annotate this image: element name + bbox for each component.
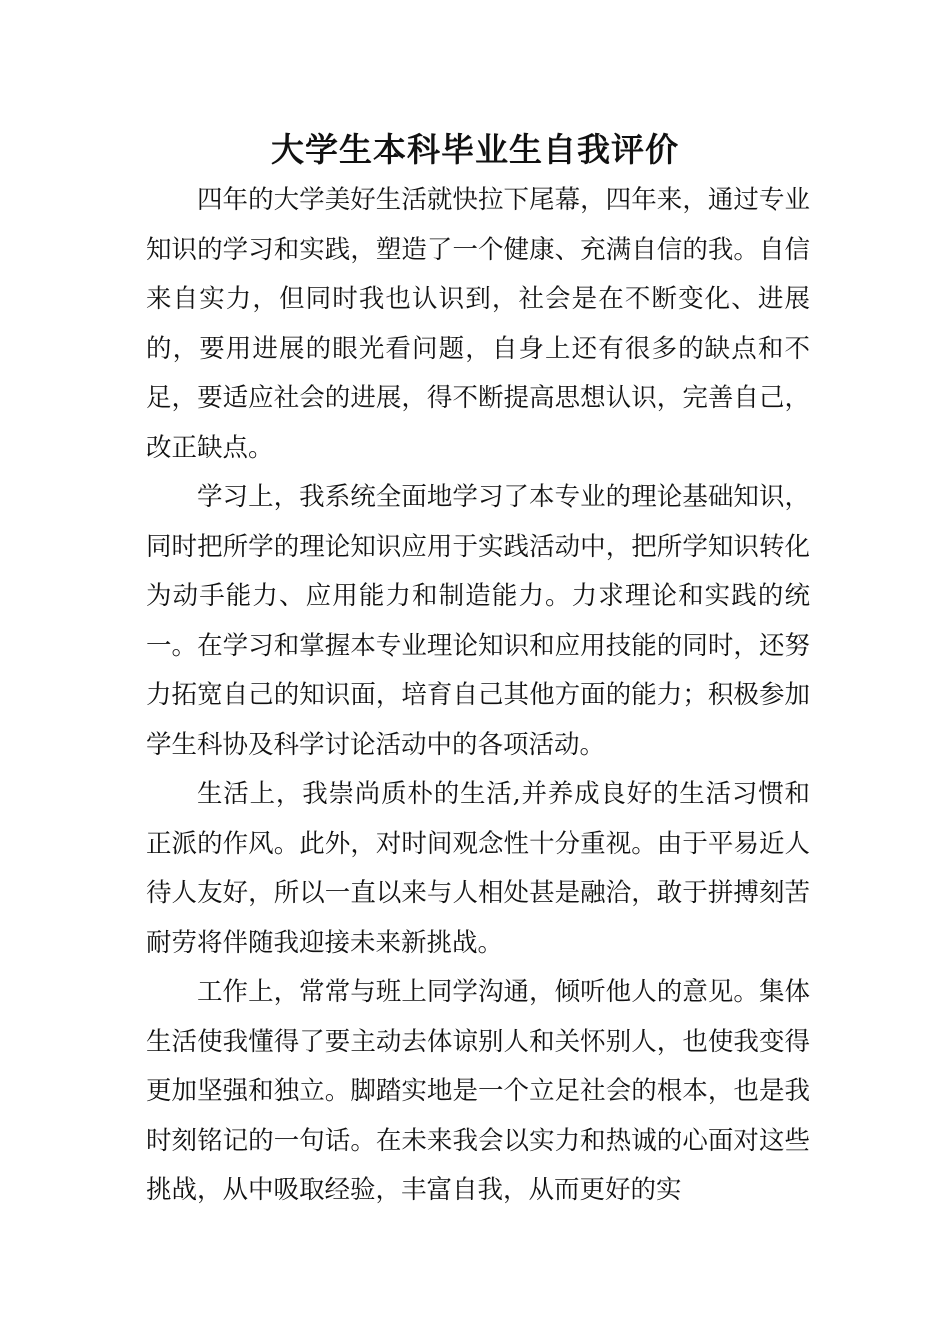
paragraph-study: 学习上，我系统全面地学习了本专业的理论基础知识，同时把所学的理论知识应用于实践活动中，把所学知识转化为动手能力、应用能力和制造能力。力求理论和实践的统一。在学习和掌握本专业理论知识和应用技能的同时，还努力拓宽自己的知识面，培育自己其他方面的能力；积极参加学生科协及科学讨论活动中的各项活动。: [146, 482, 810, 760]
paragraph-intro: 四年的大学美好生活就快拉下尾幕，四年来，通过专业知识的学习和实践，塑造了一个健康、充满自信的我。自信来自实力，但同时我也认识到，社会是在不断变化、进展的，要用进展的眼光看问题，自身上还有很多的缺点和不足，要适应社会的进展，得不断提高思想认识，完善自己，改正缺点。: [146, 185, 810, 463]
paragraph-work: 工作上，常常与班上同学沟通，倾听他人的意见。集体生活使我懂得了要主动去体谅别人和关怀别人，也使我变得更加坚强和独立。脚踏实地是一个立足社会的根本，也是我时刻铭记的一句话。在未来我会以实力和热诚的心面对这些挑战，从中吸取经验，丰富自我，从而更好的实: [146, 977, 810, 1205]
document-title: 大学生本科毕业生自我评价: [271, 130, 679, 169]
document-body: [146, 176, 810, 1216]
paragraph-life: 生活上，我崇尚质朴的生活,并养成良好的生活习惯和正派的作风。此外，对时间观念性十分重视。由于平易近人待人友好，所以一直以来与人相处甚是融洽，敢于拼搏刻苦耐劳将伴随我迎接未来新挑战。: [146, 779, 810, 958]
